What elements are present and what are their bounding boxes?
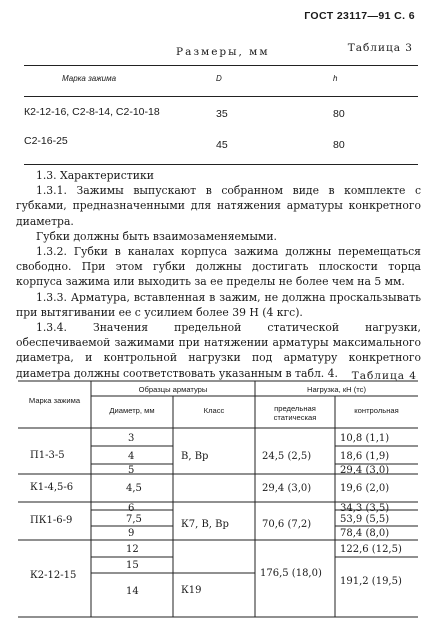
table3-row1-clamp: К2-12-16, С2-8-14, С2-10-18 [24, 106, 160, 118]
table4-diam-6: 7,5 [126, 514, 142, 525]
table3-col-h: h [333, 74, 338, 83]
table4-control-7: 78,4 (8,0) [340, 528, 390, 539]
table4-diam-5: 6 [128, 503, 135, 514]
paragraph-1-3-4: 1.3.4. Значения предельной статической нагрузки, обеспечиваемой зажимами при натяжении арматуры максимального диаметра, и контрольной нагрузки под арматуру конкретного диаметра должны соответствовать указанным в табл. 4. [16, 321, 421, 380]
table4-mark-2: К1-4,5-6 [30, 482, 74, 493]
paragraph-1-3-2: 1.3.2. Губки в каналах корпуса зажима должны перемещаться свободно. При этом губки должны достигать плоскости торца корпуса зажима или выходить за ее пределы не более чем на 5 мм. [16, 245, 421, 289]
table4-label: Таблица 4 [351, 370, 417, 382]
table3-label: Таблица 3 [347, 42, 413, 54]
section-heading: 1.3. Характеристики [36, 169, 154, 182]
table4-class-1: В, Вр [181, 451, 209, 462]
table4-head-class: Класс [203, 406, 225, 415]
paragraph-1-3-1: 1.3.1. Зажимы выпускают в собранном виде в комплекте с губками, предназначенными для натяжения арматуры конкретного диаметра. [16, 184, 421, 228]
table4-diam-10: 14 [126, 586, 139, 597]
table3-col-clamp: Марка зажима [62, 74, 117, 83]
table4-control-9: 191,2 (19,5) [340, 576, 402, 587]
table4-head-mark: Марка зажима [28, 396, 81, 405]
table3-row2-clamp: С2-16-25 [24, 135, 68, 147]
table4-control-1: 10,8 (1,1) [340, 433, 390, 444]
table3-row1-d: 35 [216, 108, 228, 120]
table4-control-2: 18,6 (1,9) [340, 451, 390, 462]
table4-mark-4: К2-12-15 [30, 570, 77, 581]
table4-control-8: 122,6 (12,5) [340, 544, 402, 555]
paragraph-1-3-3: 1.3.3. Арматура, вставленная в зажим, не должна проскальзывать при вытягивании ее с усилием более 39 Н (4 кгс). [16, 290, 421, 319]
table4-diam-9: 15 [126, 560, 139, 571]
table4-diam-8: 12 [126, 544, 139, 555]
table4-head-load: Нагрузка, кН (тс) [307, 385, 366, 394]
table4-head-samples: Образцы арматуры [138, 385, 208, 394]
table4-diam-7: 9 [128, 528, 135, 539]
table4-mark-3: ПК1-6-9 [30, 515, 73, 526]
table4-control-4: 19,6 (2,0) [340, 483, 390, 494]
table3-row2-h: 80 [333, 139, 345, 151]
table4-head-static: предельная статическая [273, 404, 317, 422]
table4-head-control: контрольная [354, 406, 399, 415]
table4-control-3: 29,4 (3,0) [340, 465, 390, 476]
page-header: ГОСТ 23117—91 С. 6 [304, 10, 415, 22]
table4-mark-1: П1-3-5 [30, 450, 65, 461]
table4-static-1: 24,5 (2,5) [262, 451, 312, 462]
table4-diam-2: 4 [128, 451, 135, 462]
table4-static-3: 70,6 (7,2) [262, 519, 312, 530]
table3-row2-d: 45 [216, 139, 228, 151]
table4-class-3: К19 [181, 585, 202, 596]
table4-static-4: 176,5 (18,0) [260, 568, 322, 579]
paragraph-interchangeable: Губки должны быть взаимозаменяемыми. [36, 229, 277, 243]
table4-class-2: К7, В, Вр [181, 519, 229, 530]
table4-head-diam: Диаметр, мм [109, 406, 155, 415]
table3-col-d: D [216, 74, 222, 83]
table4-control-5: 34,3 (3,5) [340, 503, 390, 514]
table4-control-6: 53,9 (5,5) [340, 514, 390, 525]
table4-diam-3: 5 [128, 465, 135, 476]
table4-diam-4: 4,5 [126, 483, 142, 494]
table3-row1-h: 80 [333, 108, 345, 120]
table4-static-2: 29,4 (3,0) [262, 483, 312, 494]
table4-diam-1: 3 [128, 433, 135, 444]
table3-title: Размеры, мм [176, 46, 270, 58]
